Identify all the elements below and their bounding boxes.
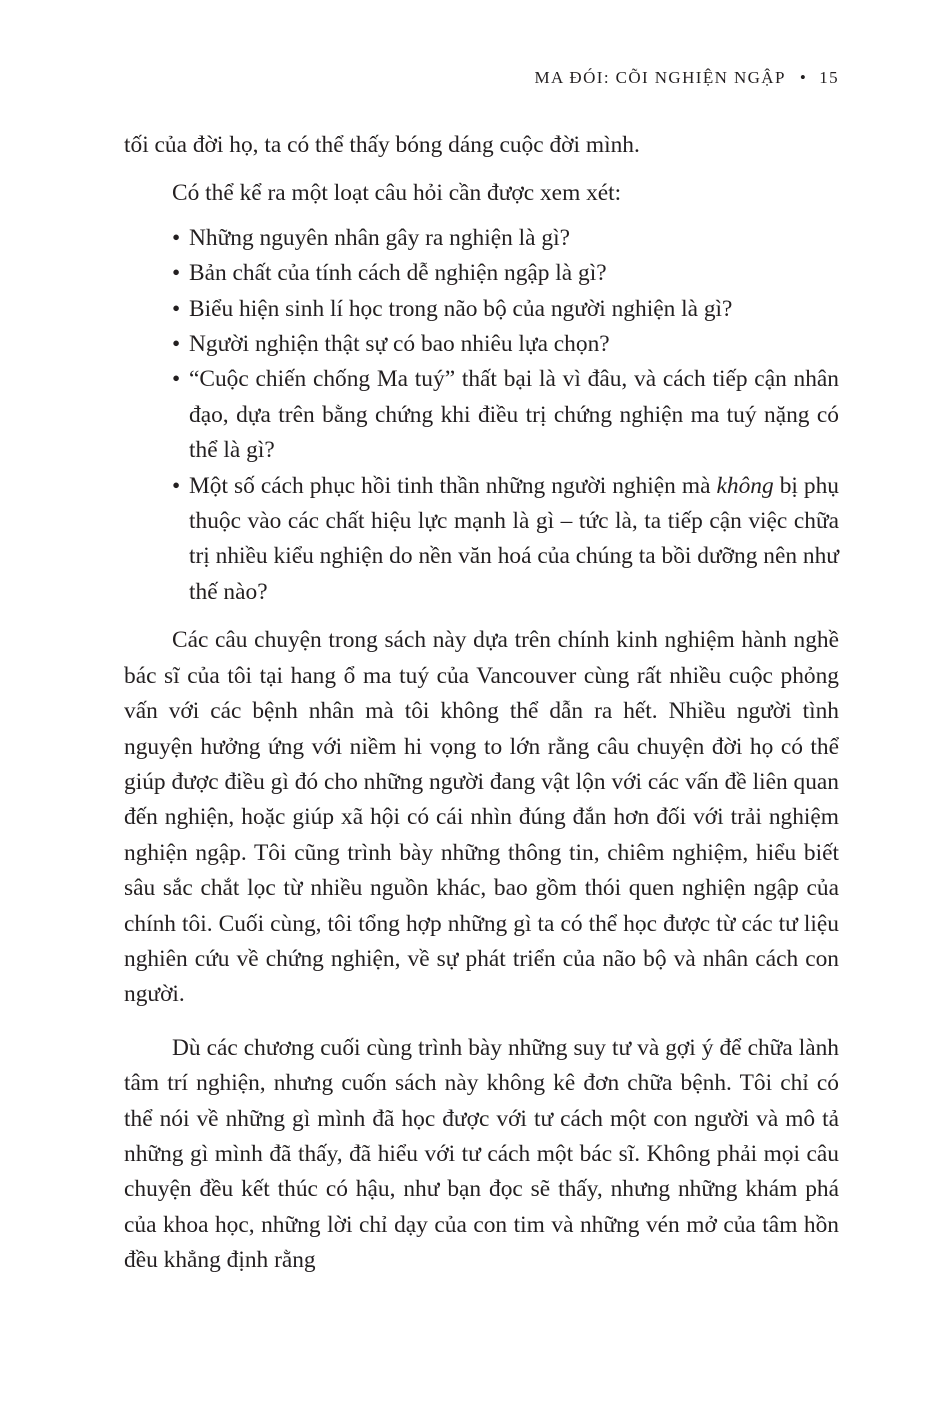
running-head [535, 66, 839, 90]
paragraph-1: Các câu chuyện trong sách này dựa trên chính kinh nghiệm hành nghề bác sĩ của tôi tại hang ổ ma tuý của Vancouver cùng rất nhiều cuộc phỏng vấn với các bệnh nhân mà tôi không thể dẫn ra hết. Nhiều người tình nguyện hưởng ứng với niềm hi vọng to lớn rằng câu chuyện đời họ có thể giúp được điều gì đó cho những người đang vật lộn với các vấn đề liên quan đến nghiện, hoặc giúp xã hội có cái nhìn đúng đắn hơn đối với trải nghiệm nghiện ngập. Tôi cũng trình bày những thông tin, chiêm nghiệm, hiểu biết sâu sắc chắt lọc từ nhiều nguồn khác, bao gồm thói quen nghiện ngập của chính tôi. Cuối cùng, tôi tổng hợp những gì ta có thể học được từ các tư liệu nghiên cứu về chứng nghiện, về sự phát triển của não bộ và nhân cách con người. [124, 627, 839, 1008]
bullet-icon: • [172, 472, 181, 499]
emphasis-word: không [716, 472, 774, 499]
question-list [124, 221, 839, 610]
bullet-icon: • [172, 295, 181, 322]
list-item [172, 469, 839, 611]
page-number: 15 [819, 68, 839, 87]
chapter-title: MA ĐÓI: CÕI NGHIỆN NGẬP [534, 68, 786, 87]
paragraph-2: Dù các chương cuối cùng trình bày những suy tư và gợi ý để chữa lành tâm trí nghiện, nhưng cuốn sách này không kê đơn chữa bệnh. Tôi chỉ có thể nói về những gì mình đã học được với tư cách một con người và mô tả những gì mình đã thấy, đã hiểu với tư cách một bác sĩ. Không phải mọi câu chuyện đều kết thúc có hậu, như bạn đọc sẽ thấy, nhưng những khám phá của khoa học, những lời chỉ dạy của con tim và những vén mở của tâm hồn đều khẳng định rằng [124, 1034, 839, 1274]
list-item [172, 292, 839, 327]
body-text [124, 128, 839, 1279]
list-item [172, 221, 839, 256]
list-item [172, 256, 839, 291]
opening-line: tối của đời họ, ta có thể thấy bóng dáng cuộc đời mình. [124, 132, 640, 158]
question-text-end: bị phụ thuộc vào các chất hiệu lực mạnh là gì – tức là, ta tiếp cận việc chữa trị nhiều kiểu nghiện do nền văn hoá của chúng ta bồi dưỡng nên như thế nào? [189, 472, 839, 605]
list-item [172, 362, 839, 468]
bullet-icon: • [172, 366, 181, 393]
question-text-start: Một số cách phục hồi tinh thần những người nghiện mà [189, 472, 717, 499]
bullet-icon: • [172, 260, 181, 287]
question-text: Bản chất của tính cách dễ nghiện ngập là gì? [189, 260, 607, 287]
question-text: Những nguyên nhân gây ra nghiện là gì? [189, 224, 570, 251]
question-text: “Cuộc chiến chống Ma tuý” thất bại là vì đâu, và cách tiếp cận nhân đạo, dựa trên bằng chứng khi điều trị chứng nghiện ma tuý nặng có thể là gì? [189, 366, 839, 464]
question-text: Người nghiện thật sự có bao nhiêu lựa chọn? [189, 331, 610, 358]
questions-intro: Có thể kể ra một loạt câu hỏi cần được xem xét: [172, 180, 622, 207]
list-item [172, 327, 839, 362]
question-text: Biểu hiện sinh lí học trong não bộ của người nghiện là gì? [189, 295, 733, 322]
header-separator: • [799, 68, 808, 87]
bullet-icon: • [172, 331, 181, 358]
bullet-icon: • [172, 224, 181, 251]
